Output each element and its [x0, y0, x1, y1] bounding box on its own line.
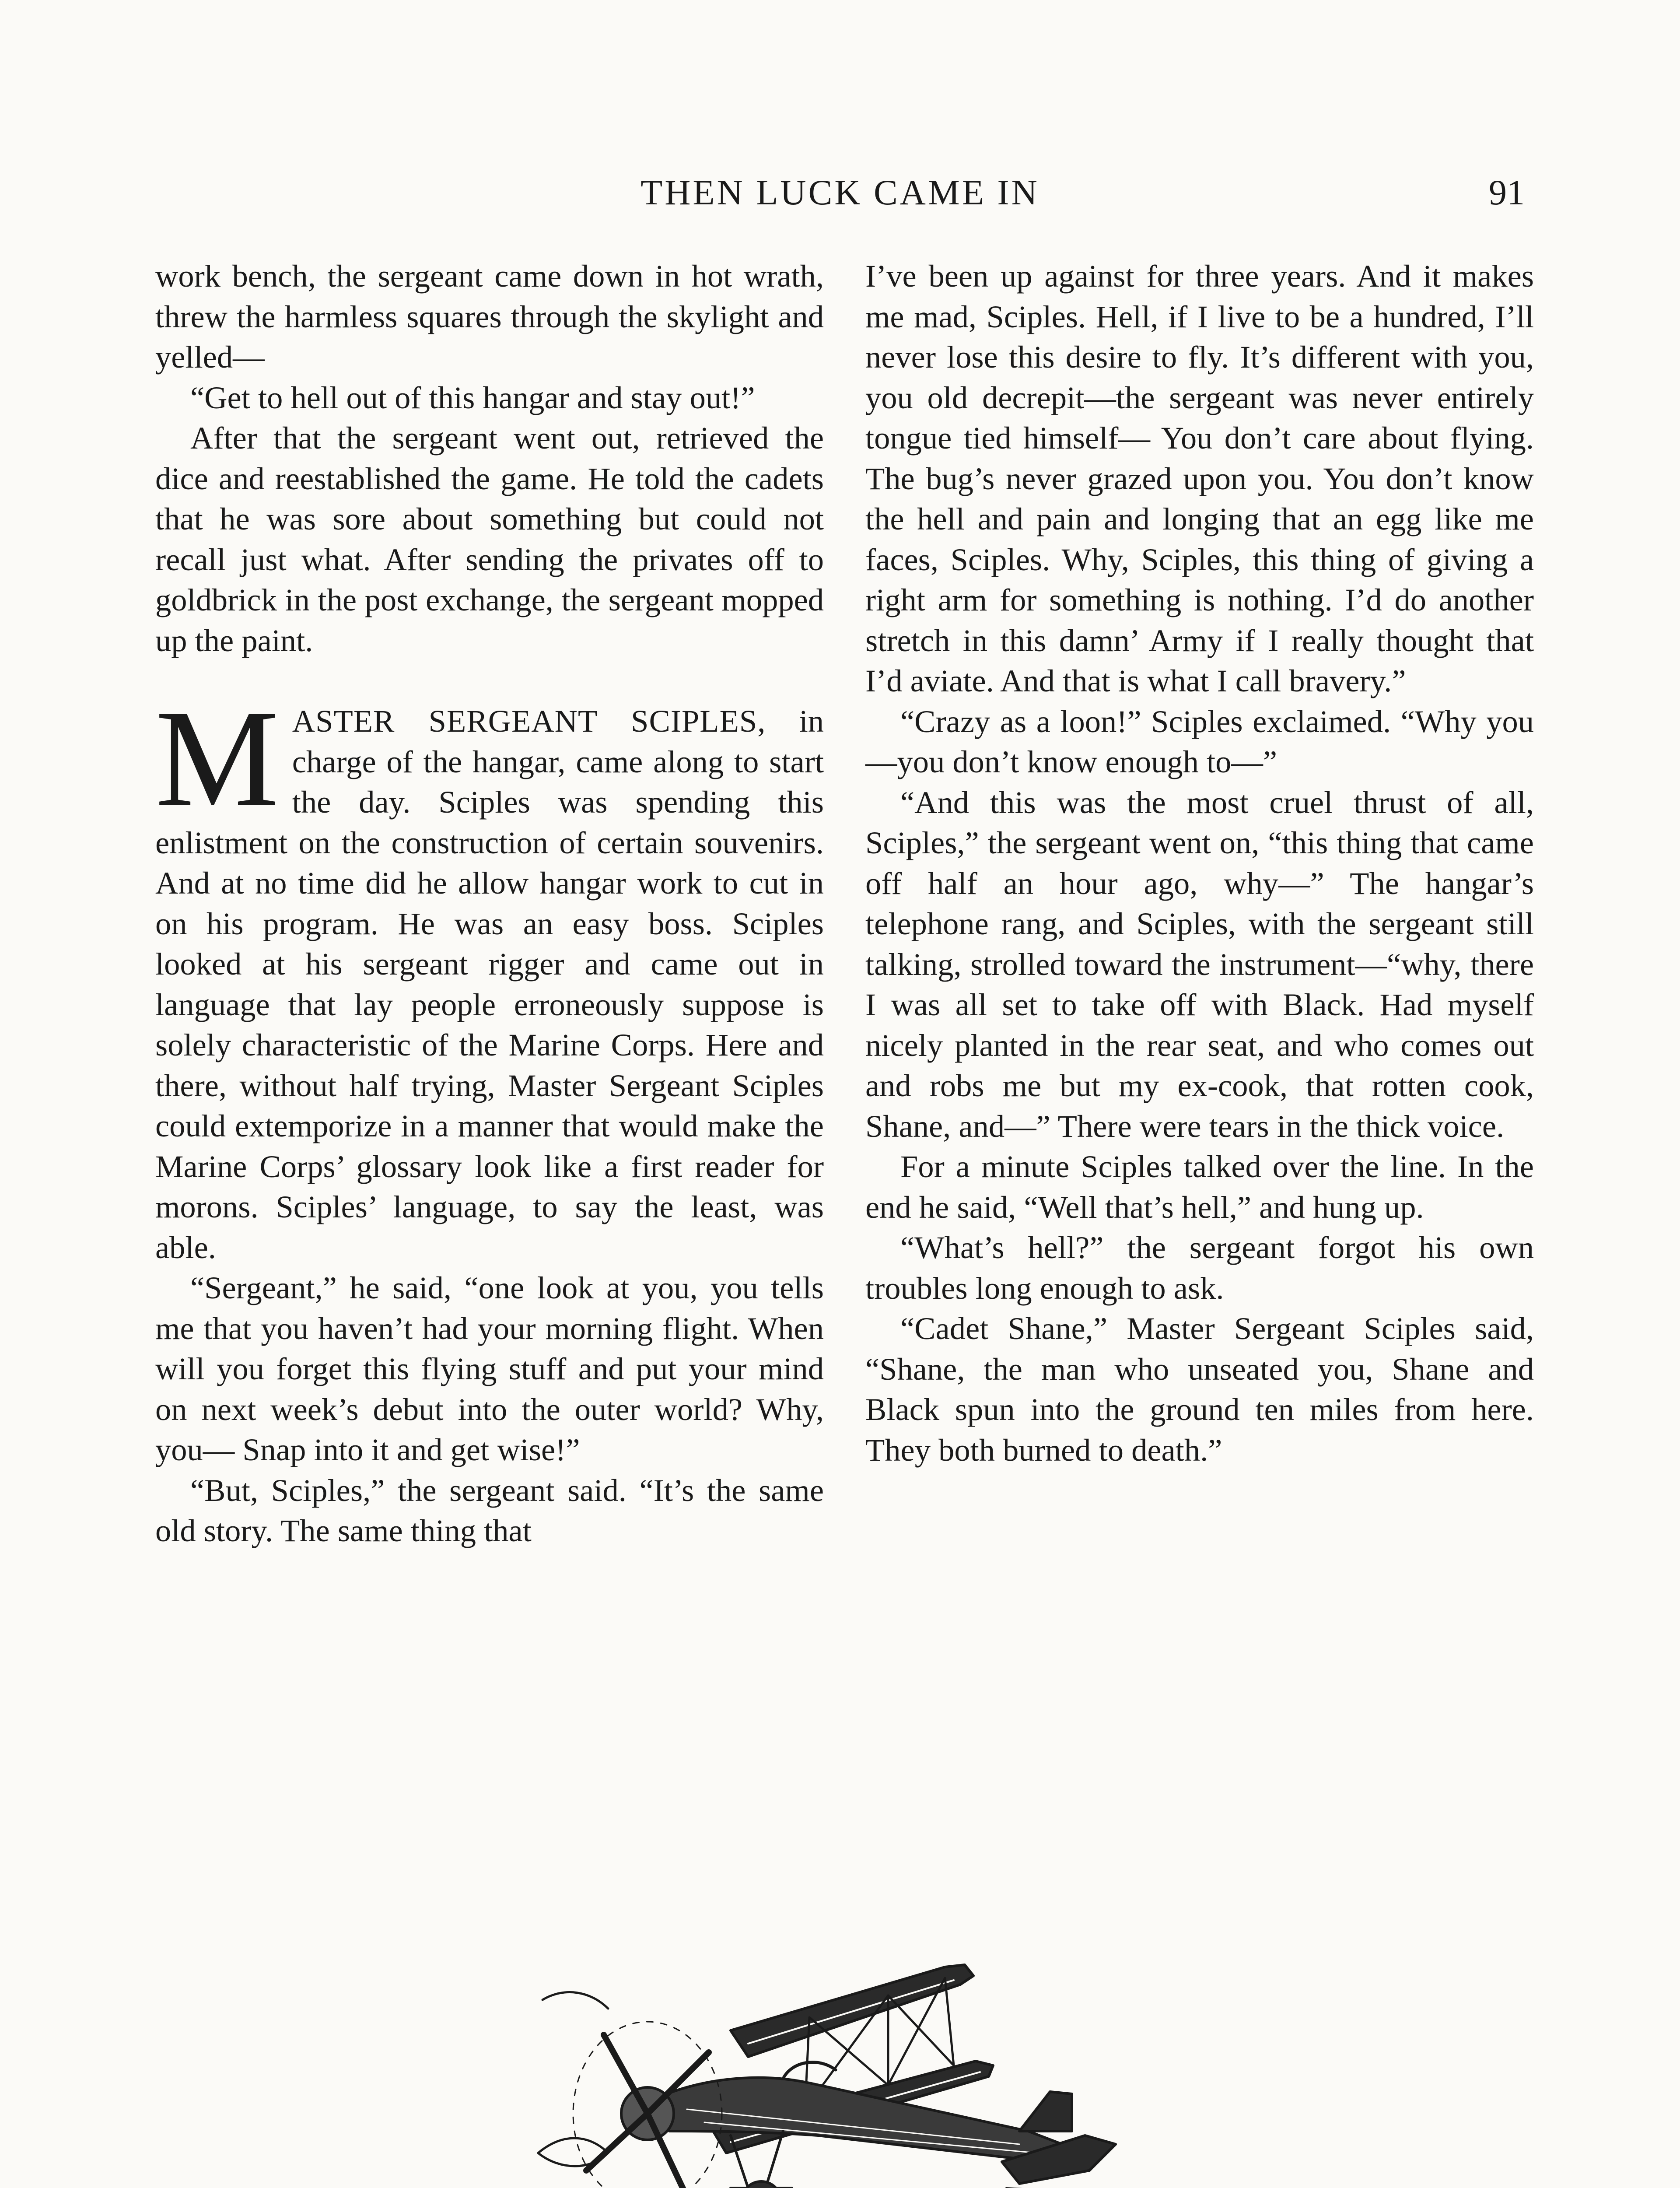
- paragraph: “Cadet Shane,” Master Sergeant Sciples said, “Shane, the man who unseated you, Shane and Black spun into the ground ten miles from here. They both burned to death.”: [865, 1311, 1534, 1468]
- biplane-illustration: [503, 1925, 1194, 2188]
- paragraph: “Get to hell out of this hangar and stay out!”: [190, 379, 755, 415]
- left-column: [155, 256, 824, 1551]
- page-header: [155, 168, 1525, 217]
- paragraph: For a minute Sciples talked over the line. In the end he said, “Well that’s hell,” and hung up.: [865, 1149, 1534, 1225]
- paragraph: “Crazy as a loon!” Sciples exclaimed. “Why you—you don’t know enough to—”: [865, 703, 1534, 779]
- right-column: [865, 256, 1534, 1470]
- drop-cap: M: [155, 681, 279, 835]
- running-title: THEN LUCK CAME IN: [640, 172, 1040, 212]
- paragraph: “What’s hell?” the sergeant forgot his own troubles long enough to ask.: [865, 1230, 1534, 1306]
- paragraph: I’ve been up against for three years. And it makes me mad, Sciples. Hell, if I live to be a hundred, I’ll never lose this desire to fly. It’s different with you, you old decrepit—the sergeant was never entirely tongue tied himself— You don’t care about flying. The bug’s never grazed upon you. You don’t know the hell and pain and longing that an egg like me faces, Sciples. Why, Sciples, this thing of giving a right arm for something is nothing. I’d do another stretch in this damn’ Army if I really thought that I’d aviate. And that is what I call bravery.”: [865, 258, 1534, 698]
- paragraph: work bench, the sergeant came down in hot wrath, threw the harmless squares through the skylight and yelled—: [155, 258, 824, 375]
- paragraph: “And this was the most cruel thrust of all, Sciples,” the sergeant went on, “this thing that came off half an hour ago, why—” The hangar’s telephone rang, and Sciples, with the sergeant still talking, strolled toward the instrument—“why, there I was all set to take off with Black. Had myself nicely planted in the rear seat, and who comes out and robs me but my ex-cook, that rotten cook, Shane, and—” There were tears in the thick voice.: [865, 784, 1534, 1144]
- paragraph: After that the sergeant went out, retrieved the dice and reestablished the game. He told the cadets that he was sore about something but could not recall just what. After sending the privates off to goldbrick in the post exchange, the sergeant mopped up the paint.: [155, 420, 824, 658]
- small-caps-lead: ASTER SERGEANT SCIPLES,: [292, 703, 766, 739]
- page-number: 91: [1489, 172, 1525, 212]
- section-opening-paragraph: [155, 681, 824, 1268]
- paragraph: “But, Sciples,” the sergeant said. “It’s the same old story. The same thing that: [155, 1472, 824, 1548]
- paragraph: “Sergeant,” he said, “one look at you, you tells me that you haven’t had your morning flight. When will you forget this flying stuff and put your mind on next week’s debut into the outer world? Why, you— Snap into it and get wise!”: [155, 1270, 824, 1467]
- paragraph-text: in charge of the hangar, came along to start the day. Sciples was spending this enlistment on the construction of certain souvenirs. And at no time did he allow hangar work to cut in on his program. He was an easy boss. Sciples looked at his sergeant rigger and came out in language that lay people erroneously suppose is solely characteristic of the Marine Corps. Here and there, without half trying, Master Sergeant Sciples could extemporize in a manner that would make the Marine Corps’ glossary look like a first reader for morons. Sciples’ language, to say the least, was able.: [155, 703, 824, 1265]
